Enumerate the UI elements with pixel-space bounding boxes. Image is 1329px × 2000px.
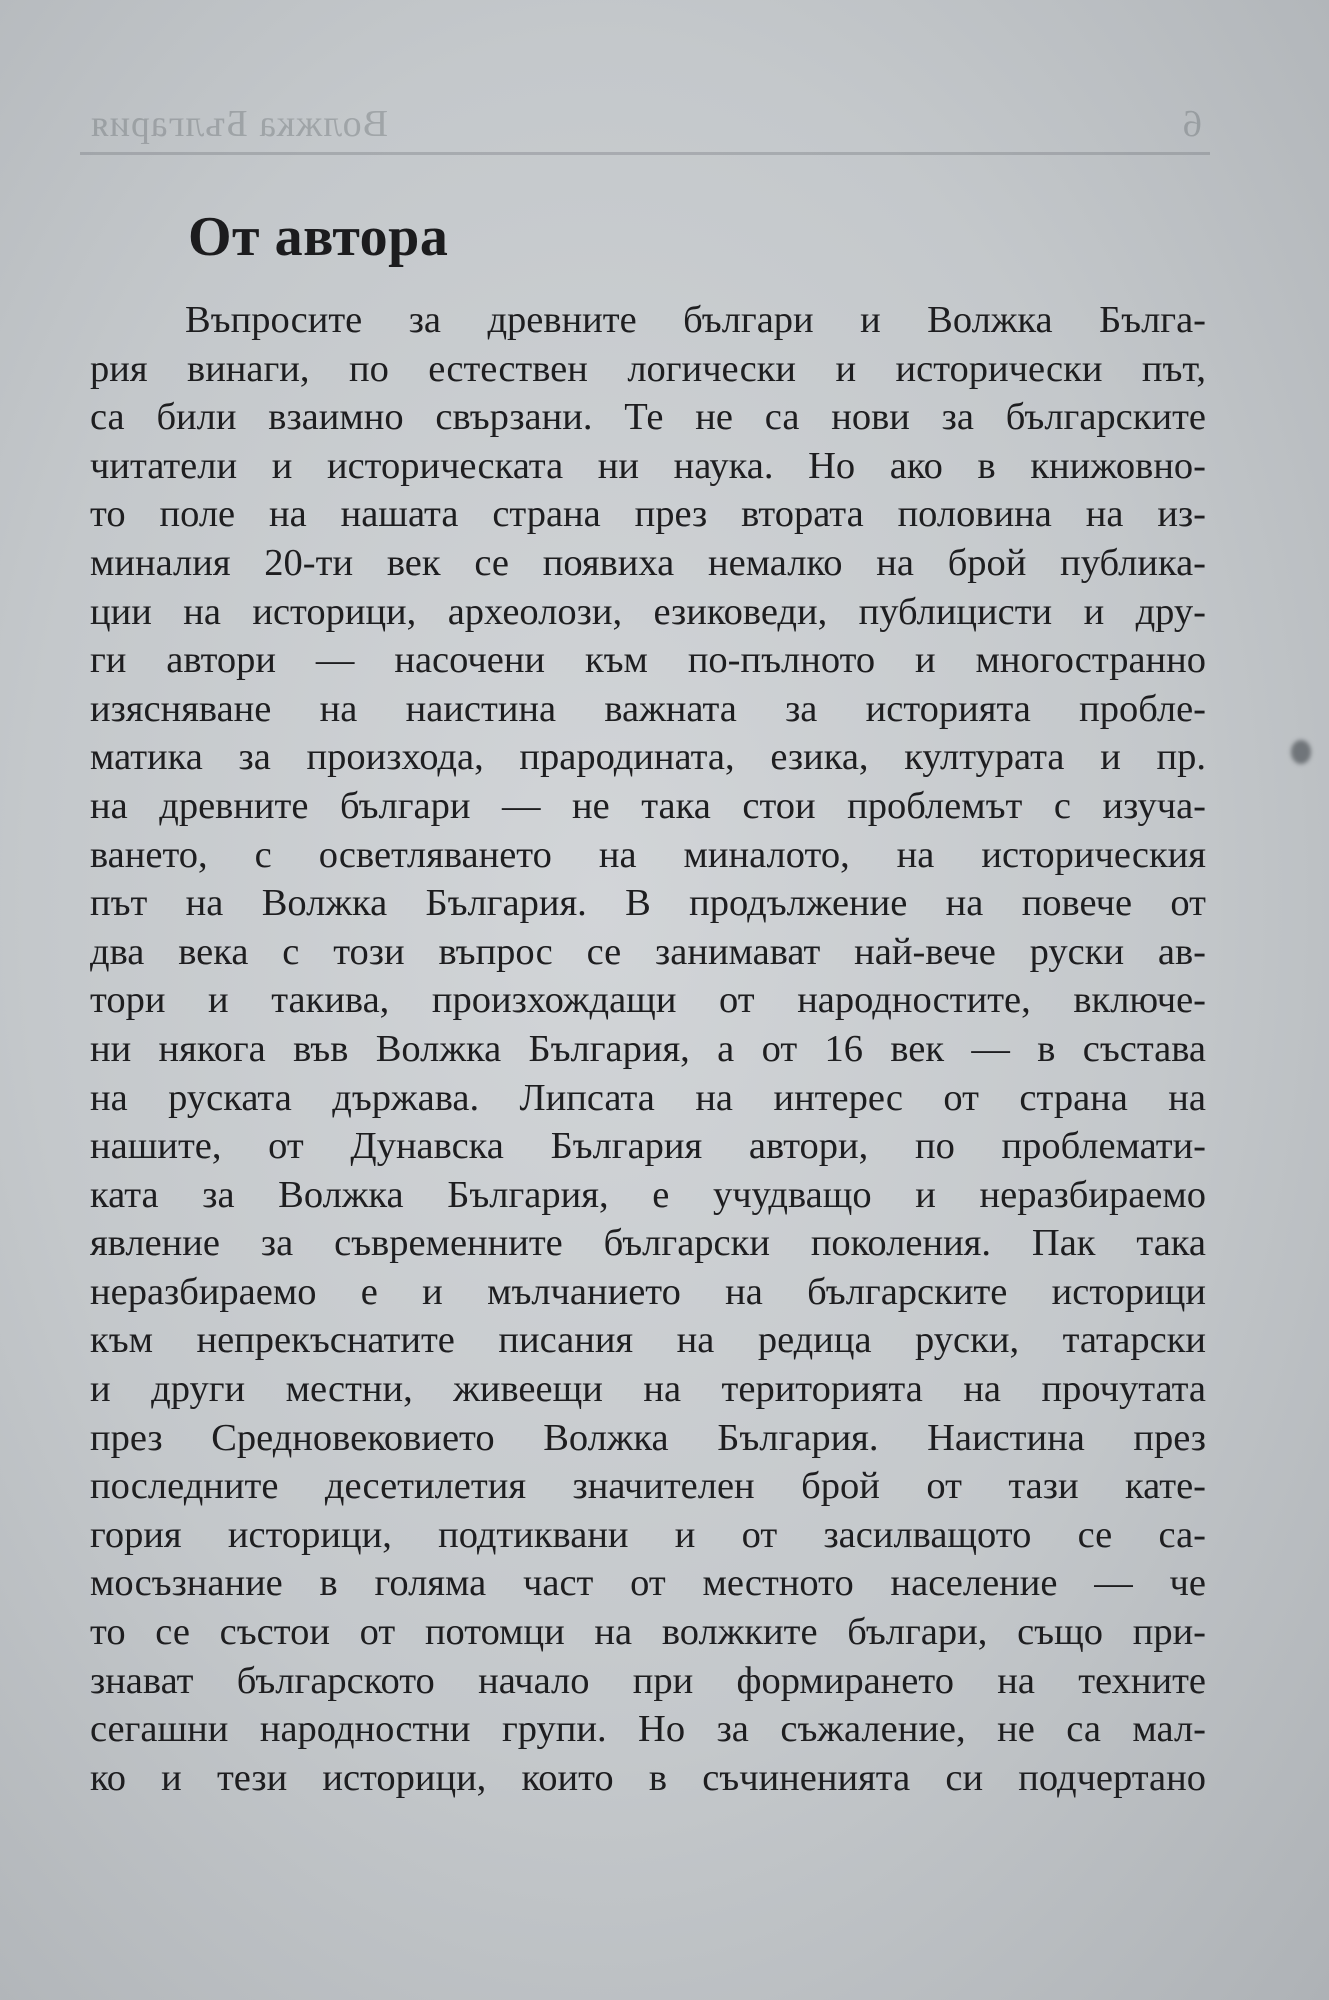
text-line: то поле на нашата страна през втората половина на из- [90,493,1206,536]
text-line: и други местни, живеещи на територията на прочутата [90,1368,1206,1411]
text-line: мосъзнание в голяма част от местното население — че [90,1562,1206,1605]
text-line: читатели и историческата ни наука. Но ако в книжовно- [90,444,1206,487]
text-line: на руската държава. Липсата на интерес от страна на [90,1076,1206,1119]
text-line: сегашни народностни групи. Но за съжаление, не са мал- [90,1708,1206,1751]
text-line: изясняване на наистина важната за историята пробле- [90,687,1206,730]
text-line: явление за съвременните български поколения. Пак така [90,1222,1206,1265]
text-line: са били взаимно свързани. Те не са нови за българските [90,396,1206,439]
text-line: ни някога във Волжка България, а от 16 век — в състава [90,1027,1206,1070]
paper-smudge [1291,740,1311,764]
text-line: два века с този въпрос се занимават най-вече руски ав- [90,930,1206,973]
text-line: тори и такива, произхождащи от народностите, включе- [90,979,1206,1022]
text-line: ката за Волжка България, е учудващо и неразбираемо [90,1173,1206,1216]
bleed-through-running-header [80,96,1210,155]
text-line: миналия 20-ти век се появиха немалко на брой публика- [90,541,1206,584]
text-line: матика за произхода, прародината, езика, културата и пр. [90,736,1206,779]
text-line: последните десетилетия значителен брой от тази кате- [90,1465,1206,1508]
text-line: на древните българи — не така стои проблемът с изуча- [90,784,1206,827]
text-line: ги автори — насочени към по-пълното и многостранно [90,639,1206,682]
bleed-through-page-number: 6 [1183,103,1202,145]
text-line: ването, с осветляването на миналото, на историческия [90,833,1206,876]
text-line: път на Волжка България. В продължение на повече от [90,882,1206,925]
body-paragraph [90,296,1206,1802]
text-line: то се състои от потомци на волжките българи, също при- [90,1611,1206,1654]
text-line: ции на историци, археолози, езиковеди, публицисти и дру- [90,590,1206,633]
text-line: знават българското начало при формирането на техните [90,1659,1206,1702]
text-line: към непрекъснатите писания на редица руски, татарски [90,1319,1206,1362]
text-line: рия винаги, по естествен логически и исторически път, [90,347,1206,390]
text-line: Въпросите за древните българи и Волжка Бълга- [185,299,1206,341]
bleed-through-header-title: Волжка България [90,103,389,145]
text-line: неразбираемо е и мълчанието на българските историци [90,1270,1206,1313]
text-line: ко и тези историци, които в съчиненията си подчертано [90,1756,1206,1799]
text-line: през Средновековието Волжка България. Наистина през [90,1416,1206,1459]
text-line: нашите, от Дунавска България автори, по проблемати- [90,1125,1206,1168]
text-line: гория историци, подтиквани и от засилващото се са- [90,1513,1206,1556]
section-heading: От автора [188,206,449,268]
